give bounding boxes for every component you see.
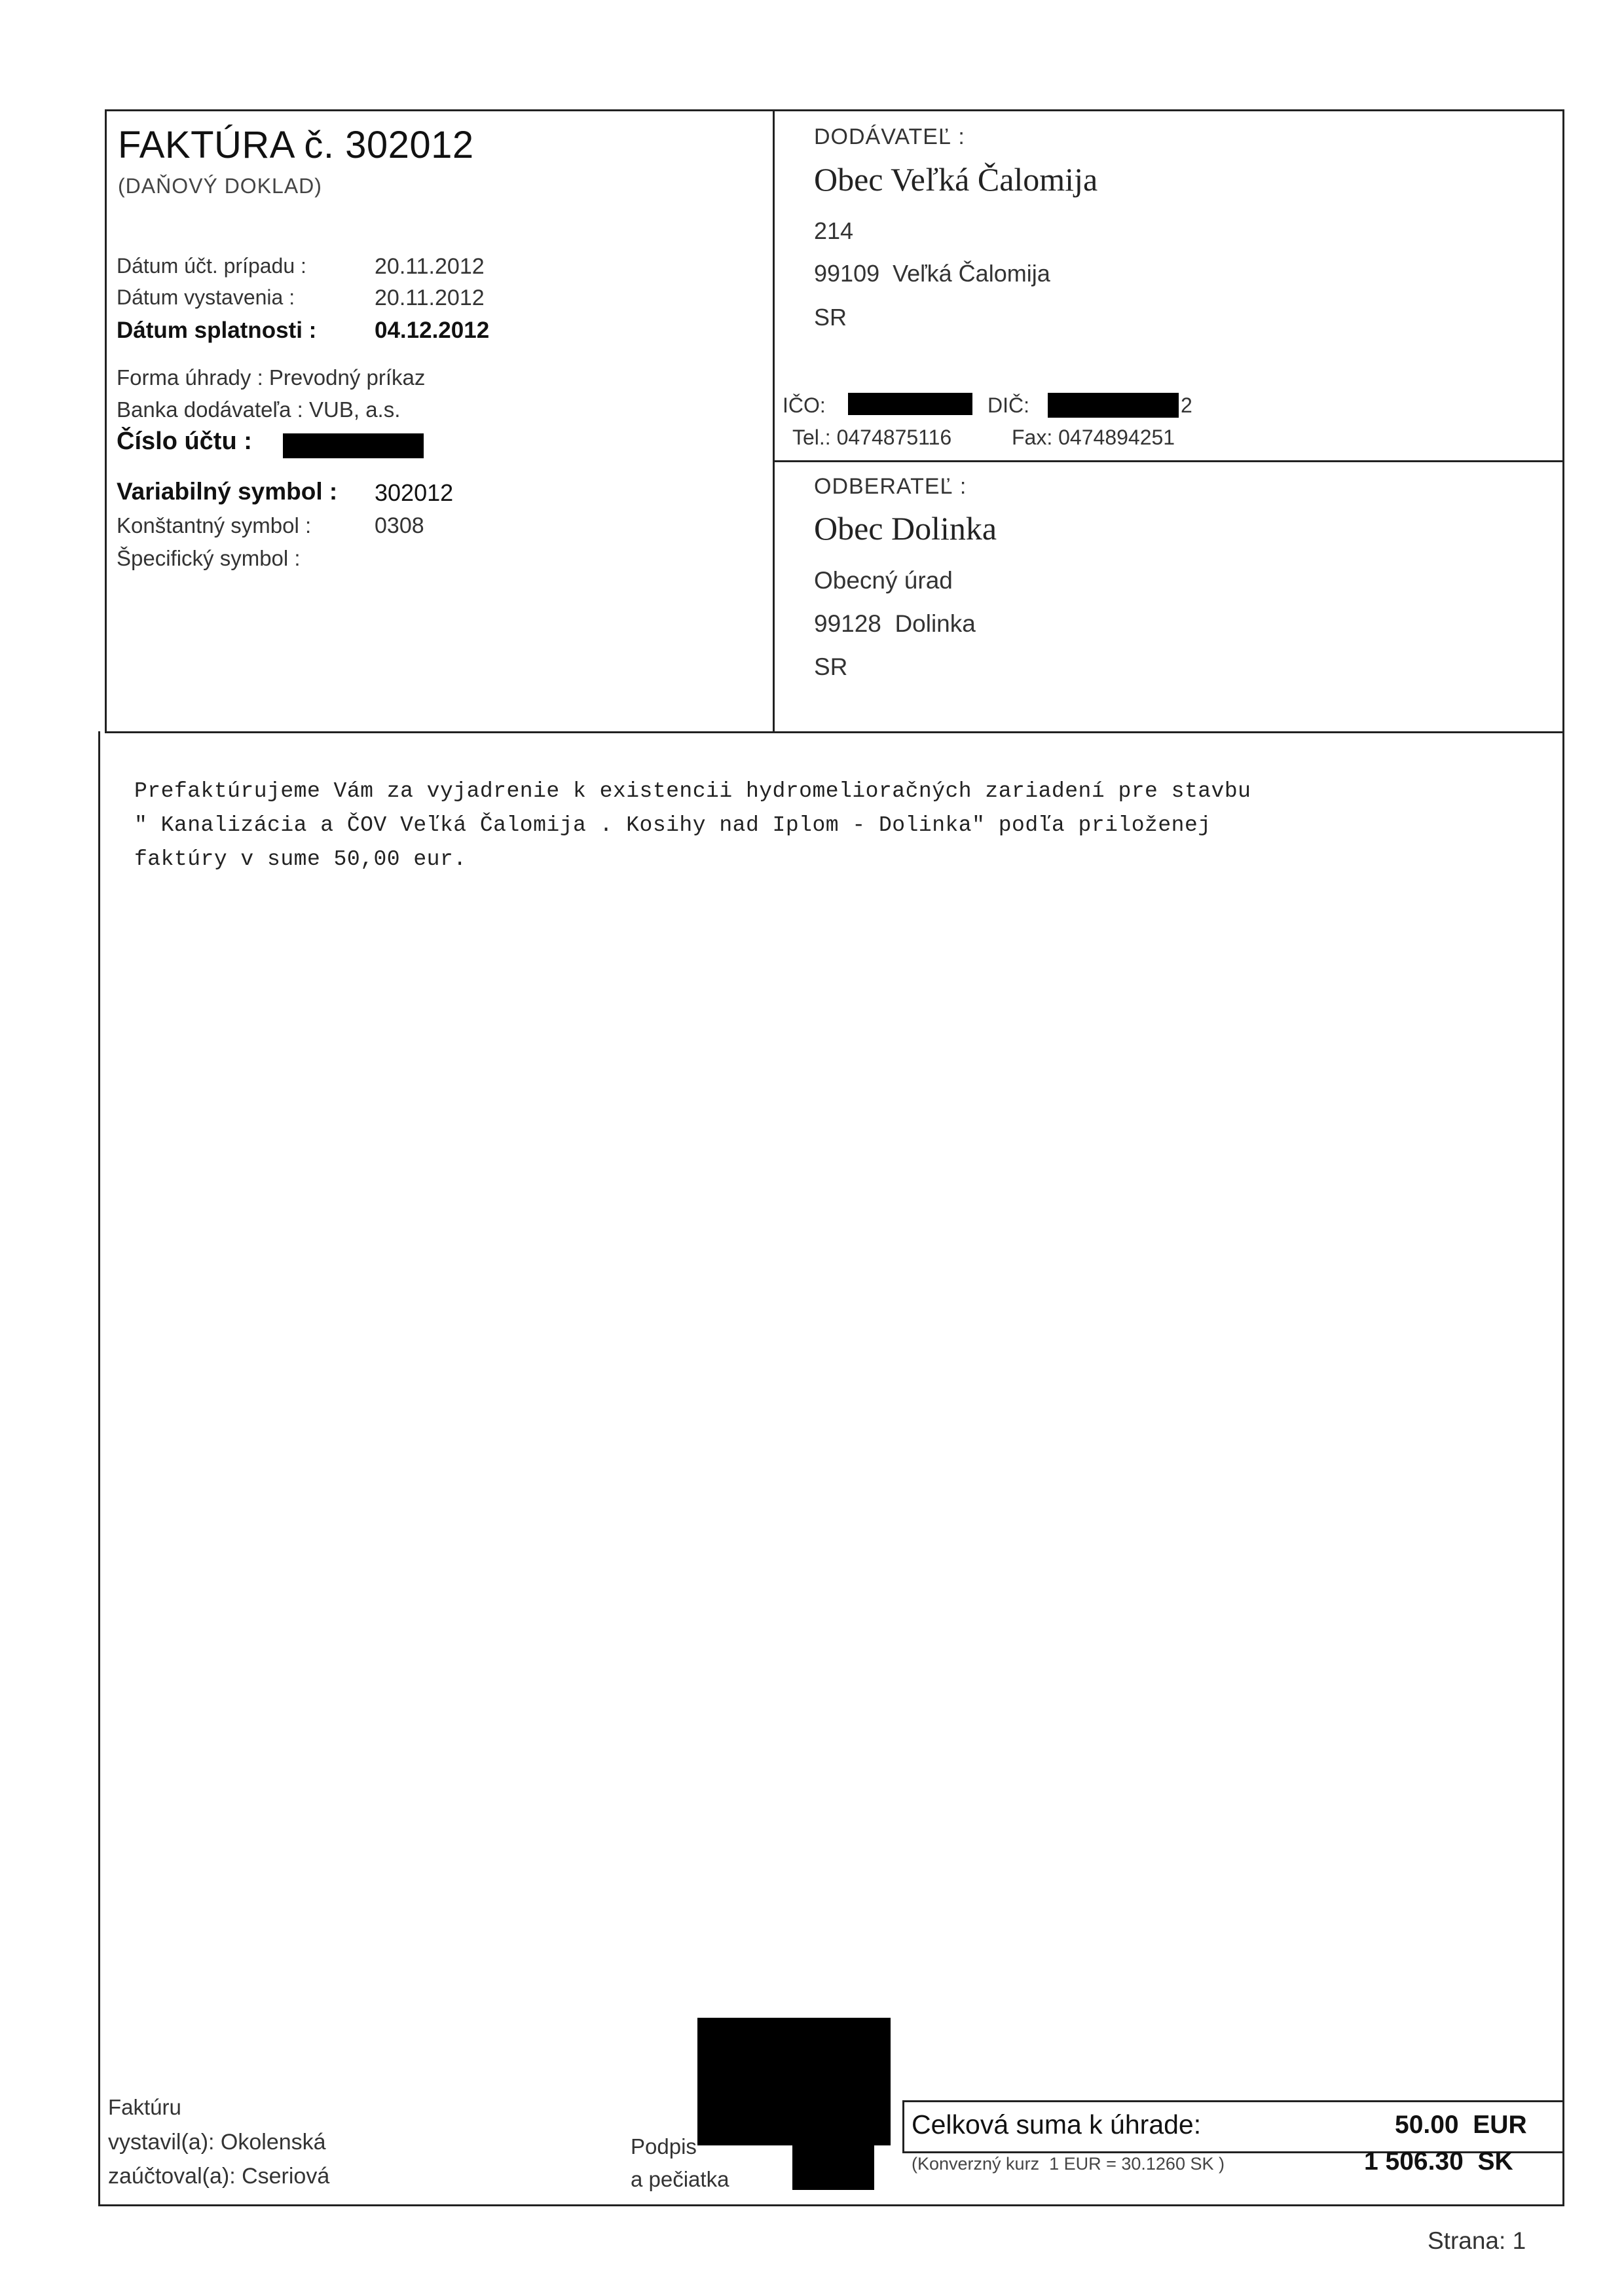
payment-form: Forma úhrady : Prevodný príkaz	[117, 365, 426, 390]
supplier-heading: DODÁVATEĽ :	[814, 124, 965, 149]
supplier-bank: Banka dodávateľa : VUB, a.s.	[117, 397, 401, 422]
supplier-tel: Tel.: 0474875116	[792, 426, 952, 449]
description-line-1: Prefaktúrujeme Vám za vyjadrenie k existencii hydromelioračných zariadení pre stavbu	[134, 779, 1251, 803]
supplier-city: 99109 Veľká Čalomija	[814, 260, 1050, 287]
signature-label: Podpis	[631, 2134, 697, 2159]
supplier-dic-tail: 2	[1181, 393, 1192, 417]
date-due-label: Dátum splatnosti :	[117, 318, 317, 343]
date-issued-label: Dátum vystavenia :	[117, 285, 295, 309]
supplier-fax: Fax: 0474894251	[1012, 426, 1175, 449]
supplier-street: 214	[814, 217, 854, 244]
date-received-label: Dátum účt. prípadu :	[117, 254, 306, 278]
constant-symbol-label: Konštantný symbol :	[117, 513, 312, 538]
frame-top-border	[105, 109, 1564, 111]
signature-stamp-redaction	[697, 2018, 891, 2145]
header-column-divider	[773, 109, 775, 733]
supplier-country: SR	[814, 304, 847, 331]
body-left-border	[98, 731, 100, 2206]
total-box-left	[902, 2100, 904, 2153]
customer-line1: Obecný úrad	[814, 567, 953, 594]
signature-stamp-redaction-2	[792, 2141, 874, 2190]
invoice-title: FAKTÚRA č. 302012	[118, 124, 474, 166]
page-number: Strana: 1	[1428, 2227, 1526, 2254]
variable-symbol-value: 302012	[375, 479, 454, 506]
frame-right-border	[1562, 109, 1564, 2204]
issued-heading: Faktúru	[108, 2095, 181, 2119]
customer-city: 99128 Dolinka	[814, 610, 976, 637]
customer-country: SR	[814, 653, 848, 680]
total-eur: 50.00 EUR	[1395, 2111, 1527, 2139]
conversion-rate: (Konverzný kurz 1 EUR = 30.1260 SK )	[912, 2154, 1225, 2174]
total-label: Celková suma k úhrade:	[912, 2109, 1202, 2140]
description-line-3: faktúry v sume 50,00 eur.	[134, 847, 467, 871]
variable-symbol-label: Variabilný symbol :	[117, 478, 338, 505]
customer-heading: ODBERATEĽ :	[814, 474, 967, 499]
supplier-dic-label: DIČ:	[987, 393, 1029, 417]
frame-left-border	[105, 109, 107, 733]
customer-name: Obec Dolinka	[814, 510, 997, 547]
signature-label-2: a pečiatka	[631, 2167, 729, 2191]
description-line-2: " Kanalizácia a ČOV Veľká Čalomija . Kosihy nad Iplom - Dolinka" podľa priloženej	[134, 813, 1211, 837]
supplier-ico-label: IČO:	[783, 393, 826, 417]
account-number-label: Číslo účtu :	[117, 428, 252, 455]
specific-symbol-label: Špecifický symbol :	[117, 546, 301, 570]
constant-symbol-value: 0308	[375, 513, 424, 538]
supplier-ico-redaction	[848, 393, 972, 415]
date-due-value: 04.12.2012	[375, 318, 490, 343]
booked-by: zaúčtoval(a): Cseriová	[108, 2164, 330, 2189]
issued-by: vystavil(a): Okolenská	[108, 2130, 326, 2155]
invoice-subtitle: (DAŇOVÝ DOKLAD)	[118, 174, 322, 198]
footer-bottom-border	[98, 2204, 1564, 2206]
date-received-value: 20.11.2012	[375, 254, 485, 279]
header-bottom-border	[105, 731, 1564, 733]
supplier-dic-redaction	[1048, 393, 1179, 418]
total-sk: 1 506.30 SK	[1364, 2147, 1513, 2176]
supplier-customer-divider	[773, 460, 1564, 462]
total-box-top	[902, 2100, 1564, 2102]
supplier-name: Obec Veľká Čalomija	[814, 161, 1098, 198]
date-issued-value: 20.11.2012	[375, 285, 485, 310]
account-number-redaction	[283, 433, 424, 458]
